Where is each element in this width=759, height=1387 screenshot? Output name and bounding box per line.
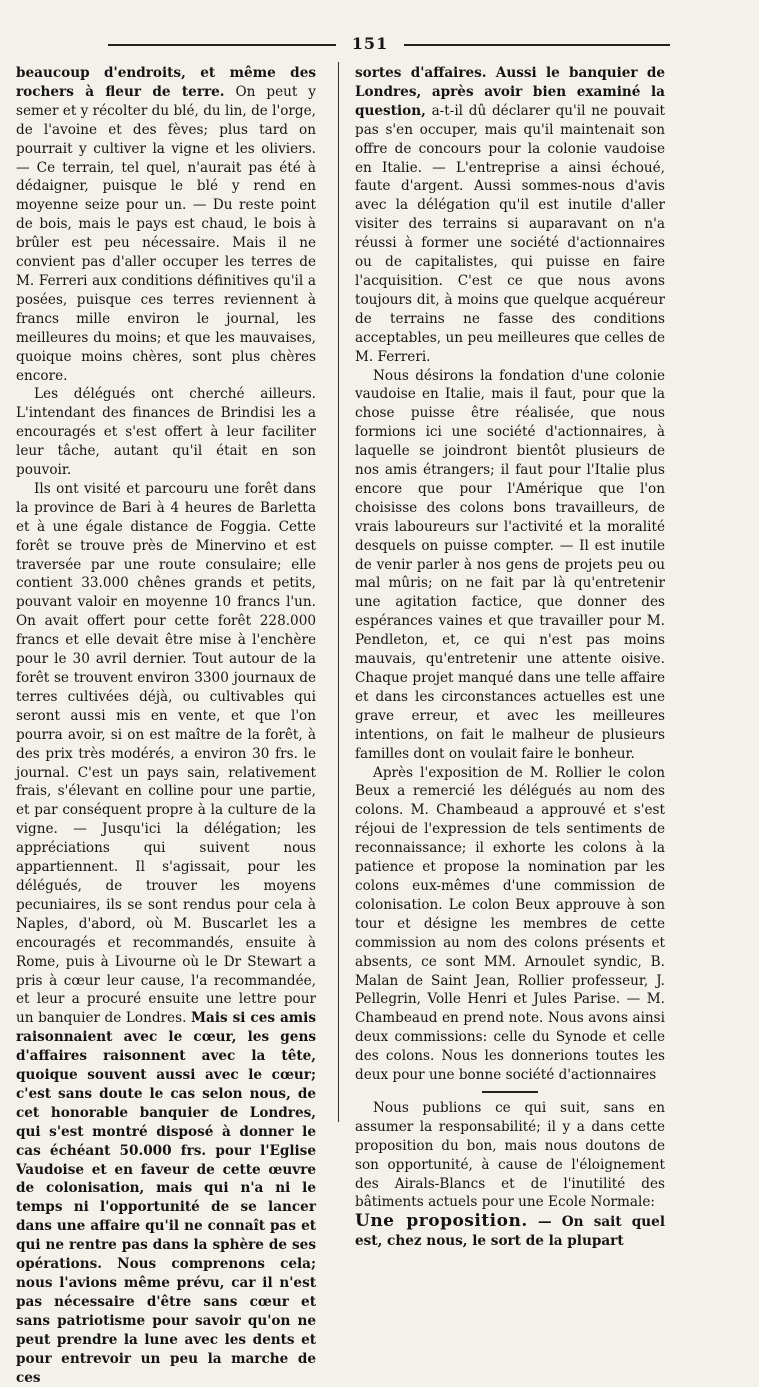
column-divider xyxy=(338,62,339,1122)
header-rule-left xyxy=(108,44,336,46)
right-p5-text: — On sait quel est, chez nous, le sort de la plupart xyxy=(355,1214,665,1250)
header-rule-right xyxy=(404,44,670,46)
right-p1-bold: sortes d'affaires. Aussi le banquier de Londres, après avoir bien examiné la question, xyxy=(355,65,665,119)
page-number: 151 xyxy=(351,34,389,53)
section-separator xyxy=(482,1091,538,1093)
right-p1-text: a-t-il dû déclarer qu'il ne pouvait pas s'en occuper, mais qu'il maintenait son offre de concours pour la colonie vaudoise en Italie. — L'entreprise a ainsi échoué, faute d'argent. Aussi sommes-nous d'avis avec la délégation qu'il est inutile d'aller visiter des terrains si auparavant on n'a réussi à former une société d'actionnaires ou de capitalistes, qui puisse en faire l'acquisition. C'est ce que nous avons toujours dit, à moins que quelque acquéreur de terrains ne fasse des conditions acceptables, un peu meilleures que celles de M. Ferreri. xyxy=(355,102,665,365)
page-header xyxy=(108,34,670,54)
left-p1-bold: beaucoup d'endroits, et même des rochers à fleur de terre. xyxy=(16,65,316,100)
left-paragraph-3 xyxy=(16,480,316,1387)
left-paragraph-2: Les délégués ont cherché ailleurs. L'intendant des finances de Brindisi les a encouragés et s'est offert à leur faciliter leur tâche, autant qu'il était en son pouvoir. xyxy=(16,386,316,479)
left-p3-bold: Mais si ces amis raisonnaient avec le cœur, les gens d'affaires raisonnent avec la tête, quoique souvent aussi avec le cœur; c'est sans doute le cas selon nous, de cet honorable banquier de Londres, qui s'est montré disposé à donner le cas échéant 50.000 frs. pour l'Eglise Vaudoise et en faveur de cette œuvre de colonisation, mais qui n'a ni le temps ni l'opportunité de se lancer dans une affaire qu'il ne connaît pas et qui ne rentre pas dans la sphère de ses opérations. Nous comprenons cela; nous l'avions même prévu, car il n'est pas nécessaire d'être sans cœur et sans patriotisme pour savoir qu'on ne peut prendre la lune avec les dents et pour entrevoir un peu la marche de ces xyxy=(16,1010,316,1386)
left-paragraph-1 xyxy=(16,64,316,385)
proposition-title: Une proposition. xyxy=(355,1211,528,1232)
right-paragraph-2: Nous désirons la fondation d'une colonie vaudoise en Italie, mais il faut, pour que la chose puisse être réalisée, que nous formions ici une société d'actionnaires, à laquelle se joindront bientôt plusieurs de nos amis étrangers; il faut pour l'Italie plus encore que pour l'Amérique que l'on choisisse des colons bons travailleurs, de vrais laboureurs sur l'activité et la moralité desquels on puisse compter. — Il est inutile de venir parler à nos gens de projets peu ou mal mûris; on ne fait par là qu'entretenir une agitation factice, que donner des espérances vaines et que travailler pour M. Pendleton, et, ce qui n'est pas moins mauvais, qu'entretenir une attente oisive. Chaque projet manqué dans une telle affaire et dans les circonstances actuelles est une grave erreur, et avec les meilleures intentions, on fait le malheur de plusieurs familles dont on voulait faire le bonheur. xyxy=(355,367,665,762)
right-paragraph-5 xyxy=(355,1212,665,1251)
right-paragraph-3: Après l'exposition de M. Rollier le colon Beux a remercié les délégués au nom des colons. M. Chambeaud a approuvé et s'est réjoui de l'expression de tels sentiments de reconnaissance; il exhorte les colons à la patience et propose la nomination par les colons eux-mêmes d'une commission de colonisation. Le colon Beux approuve à son tour et désigne les membres de cette commission au nom des colons présents et absents, ce sont MM. Arnoulet syndic, B. Malan de Saint Jean, Rollier professeur, J. Pellegrin, Volle Henri et Jules Parise. — M. Chambeaud en prend note. Nous avons ainsi deux commissions: celle du Synode et celle des colons. Nous les donnerions toutes les deux pour une bonne société d'actionnaires xyxy=(355,764,665,1084)
right-paragraph-4: Nous publions ce qui suit, sans en assumer la responsabilité; il y a dans cette proposition du bon, mais nous doutons de son opportunité, à cause de l'éloignement des Airals-Blancs et de l'inutilité des bâtiments actuels pour une Ecole Normale: xyxy=(355,1099,665,1211)
right-paragraph-1 xyxy=(355,64,665,367)
left-p3-text: Ils ont visité et parcouru une forêt dans la province de Bari à 4 heures de Barletta et à une égale distance de Foggia. Cette forêt se trouve près de Minervino et est traversée par une route consulaire; elle contient 33.000 chênes grands et petits, pouvant valoir en moyenne 10 francs l'un. On avait offert pour cette forêt 228.000 francs et elle devait être mise à l'enchère pour le 30 avril dernier. Tout autour de la forêt se trouvent environ 3300 journaux de terres cultivées déjà, ou cultivables qui seront aussi mis en vente, et que l'on pourra avoir, si on est maître de la forêt, à des prix très modérés, a environ 30 frs. le journal. C'est un pays sain, relativement frais, s'élevant en colline pour une partie, et par conséquent propre à la culture de la vigne. — Jusqu'ici la délégation; les appréciations qui suivent nous appartiennent. Il s'agissait, pour les délégués, de trouver les moyens pecuniaires, ils se sont rendus pour cela à Naples, d'abord, où M. Buscarlet les a encouragés et recommandés, ensuite à Rome, puis à Livourne où le Dr Stewart a pris à cœur leur cause, l'a recommandée, et leur a procuré ensuite une lettre pour un banquier de Londres. xyxy=(16,480,316,1027)
left-column xyxy=(16,64,316,1387)
left-p1-text: On peut y semer et y récolter du blé, du lin, de l'orge, de l'avoine et des fèves; plus tard on pourrait y cultiver la vigne et les oliviers. — Ce terrain, tel quel, n'aurait pas été à dédaigner, puisque le blé y rend en moyenne seize pour un. — Du reste point de bois, mais le pays est chaud, le bois à brûler est peu nécessaire. Mais il ne convient pas d'aller occuper les terres de M. Ferreri aux conditions définitives qu'il a posées, puisque ces terres reviennent à francs mille environ le journal, les meilleures du moins; et que les mauvaises, quoique moins chères, sont plus chères encore. xyxy=(16,83,316,384)
right-column xyxy=(355,64,665,1251)
